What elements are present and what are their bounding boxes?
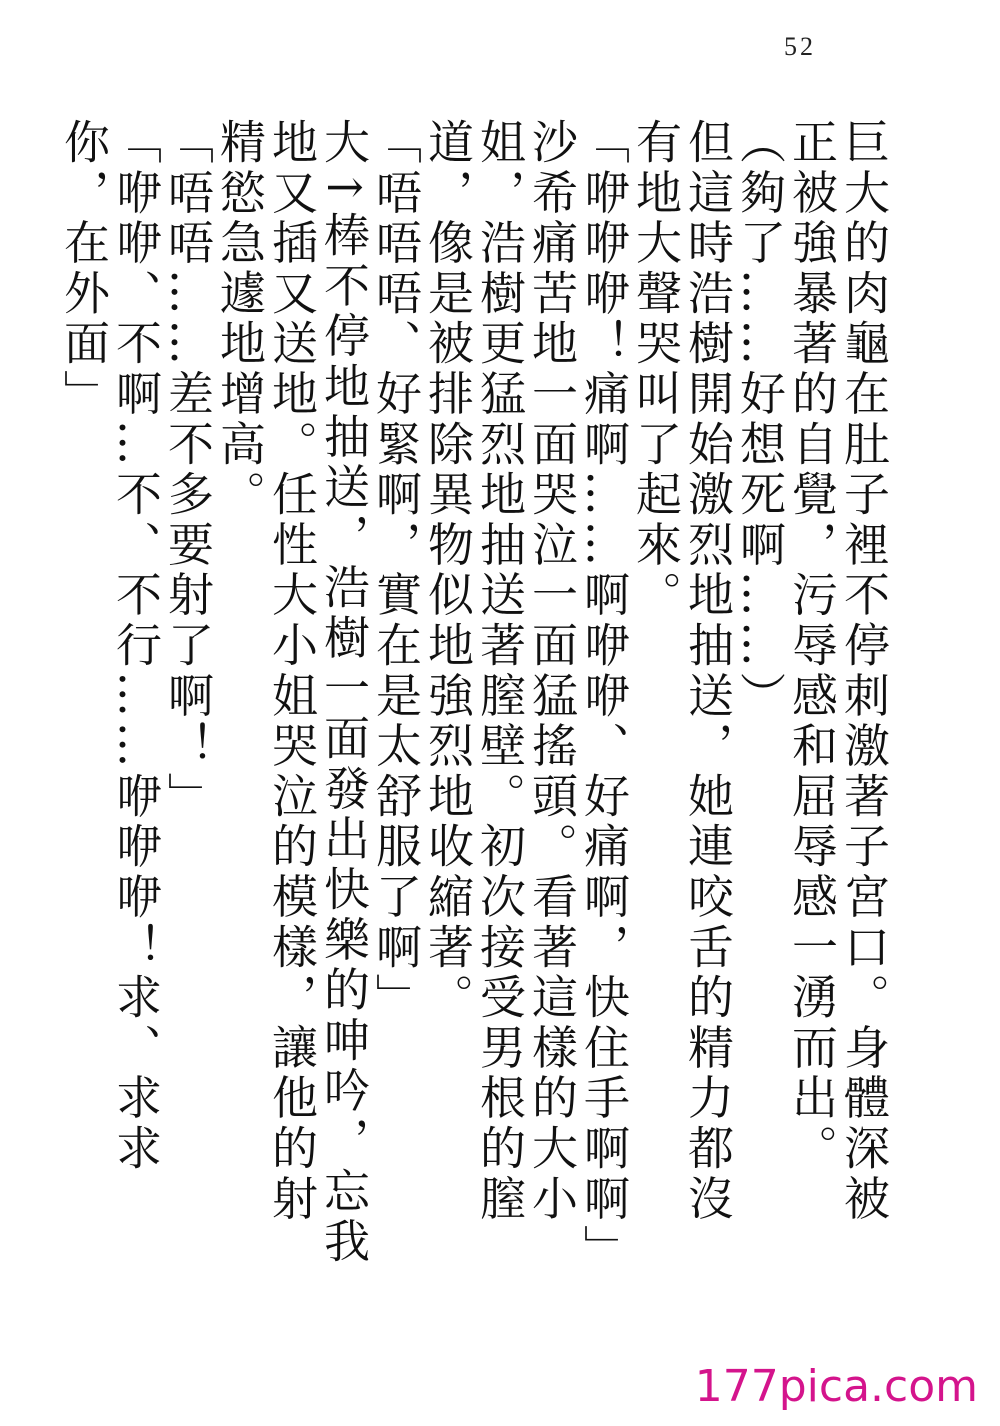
paragraph: 巨大的肉龜在肚子裡不停刺激著子宮口。身體深被正被強暴著的自覺，污辱感和屈辱感一湧而出。	[785, 118, 891, 1225]
paragraph: （夠了……好想死啊……）	[733, 118, 787, 722]
paragraph: 「唔唔唔、好緊啊，實在是太舒服了啊」	[369, 118, 423, 1024]
page-number: 52	[784, 32, 816, 61]
paragraph: 「咿咿咿！痛啊……啊咿咿、好痛啊，快住手啊啊」	[577, 118, 631, 1275]
vertical-text-body	[57, 118, 891, 1275]
paragraph: 「唔唔……差不多要射了啊！」	[161, 118, 215, 823]
site-watermark: 177pica.com	[694, 1361, 978, 1412]
paragraph: 大↑棒不停地抽送，浩樹一面發出快樂的呻吟，忘我地又插又送地。任性大小姐哭泣的模樣，讓他的射精慾急遽地增高。	[213, 118, 371, 1268]
paragraph: 沙希痛苦地一面哭泣一面猛搖頭。看著這樣的大小姐，浩樹更猛烈地抽送著膣壁。初次接受男根的膣道，像是被排除異物似地強烈地收縮著。	[421, 118, 579, 1225]
paragraph: 「咿咿、不啊…不、不行……咿咿咿！求、求求你，在外面」	[57, 118, 163, 1175]
paragraph: 但這時浩樹開始激烈地抽送，她連咬舌的精力都沒有地大聲哭叫了起來。	[629, 118, 735, 1225]
